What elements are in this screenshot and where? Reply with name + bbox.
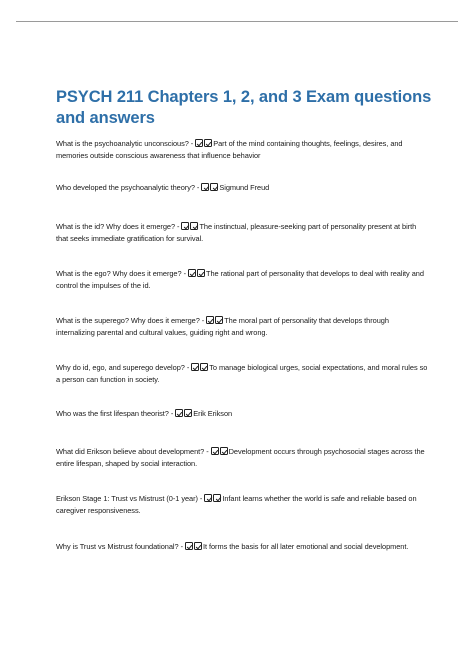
checkbox-checked-icon xyxy=(185,542,193,550)
question-text: Erikson Stage 1: Trust vs Mistrust (0-1 year) xyxy=(56,494,198,503)
checkbox-checked-icon xyxy=(175,409,183,417)
checkbox-checked-icon xyxy=(201,183,209,191)
checkbox-checked-icon xyxy=(194,542,202,550)
separator: - xyxy=(178,542,185,551)
checkbox-checked-icon xyxy=(220,447,228,455)
question-text: What is the superego? Why does it emerge? xyxy=(56,316,200,325)
checkbox-checked-icon xyxy=(210,183,218,191)
page-top-rule xyxy=(16,21,458,22)
checkbox-checked-icon xyxy=(197,269,205,277)
separator: - xyxy=(204,447,211,456)
qa-item xyxy=(56,221,428,245)
separator: - xyxy=(184,363,192,372)
question-text: Who developed the psychoanalytic theory? xyxy=(56,183,195,192)
question-text: What did Erikson believe about development? xyxy=(56,447,205,456)
answer-text: To manage biological urges, social expectations, and moral rules so a person can function in society. xyxy=(56,363,428,384)
answer-text: The instinctual, pleasure-seeking part of personality present at birth that seeks immediate gratification for survival. xyxy=(56,222,417,243)
qa-item xyxy=(56,138,428,162)
answer-text: The moral part of personality that develops through internalizing parental and cultural values, guiding right and wrong. xyxy=(56,316,389,337)
qa-item xyxy=(56,446,428,470)
answer-text: The rational part of personality that develops to deal with reality and control the impulses of the id. xyxy=(56,269,424,290)
question-text: What is the ego? Why does it emerge? xyxy=(56,269,182,278)
checkbox-checked-icon xyxy=(188,269,196,277)
answer-text: Part of the mind containing thoughts, feelings, desires, and memories outside conscious awareness that influence behavior xyxy=(56,139,403,160)
question-text: What is the id? Why does it emerge? xyxy=(56,222,176,231)
qa-item xyxy=(56,362,428,386)
separator: - xyxy=(199,316,207,325)
separator: - xyxy=(168,409,176,418)
qa-item xyxy=(56,408,428,420)
document-title: PSYCH 211 Chapters 1, 2, and 3 Exam questions and answers xyxy=(56,88,432,127)
question-text: Who was the first lifespan theorist? xyxy=(56,409,169,418)
checkbox-checked-icon xyxy=(191,363,199,371)
question-text: Why is Trust vs Mistrust foundational? xyxy=(56,542,179,551)
checkbox-checked-icon xyxy=(184,409,192,417)
question-text: Why do id, ego, and superego develop? xyxy=(56,363,185,372)
checkbox-checked-icon xyxy=(213,494,221,502)
answer-text: Erik Erikson xyxy=(193,409,233,418)
qa-item xyxy=(56,268,428,292)
answer-text: It forms the basis for all later emotional and social development. xyxy=(202,542,409,551)
checkbox-checked-icon xyxy=(206,316,214,324)
separator: - xyxy=(188,139,196,148)
separator: - xyxy=(197,494,205,503)
checkbox-checked-icon xyxy=(190,222,198,230)
qa-item xyxy=(56,541,428,553)
question-text: What is the psychoanalytic unconscious? xyxy=(56,139,189,148)
separator: - xyxy=(194,183,202,192)
checkbox-checked-icon xyxy=(181,222,189,230)
separator: - xyxy=(181,269,188,278)
answer-text: Sigmund Freud xyxy=(219,183,270,192)
answer-text: Infant learns whether the world is safe and reliable based on caregiver responsiveness. xyxy=(56,494,417,515)
checkbox-checked-icon xyxy=(204,494,212,502)
qa-item xyxy=(56,493,428,517)
checkbox-checked-icon xyxy=(215,316,223,324)
checkbox-checked-icon xyxy=(204,139,212,147)
checkbox-checked-icon xyxy=(200,363,208,371)
separator: - xyxy=(175,222,182,231)
checkbox-checked-icon xyxy=(195,139,203,147)
checkbox-checked-icon xyxy=(211,447,219,455)
qa-item xyxy=(56,182,428,194)
answer-text: Development occurs through psychosocial stages across the entire lifespan, shaped by social interaction. xyxy=(56,447,425,468)
qa-item xyxy=(56,315,428,339)
